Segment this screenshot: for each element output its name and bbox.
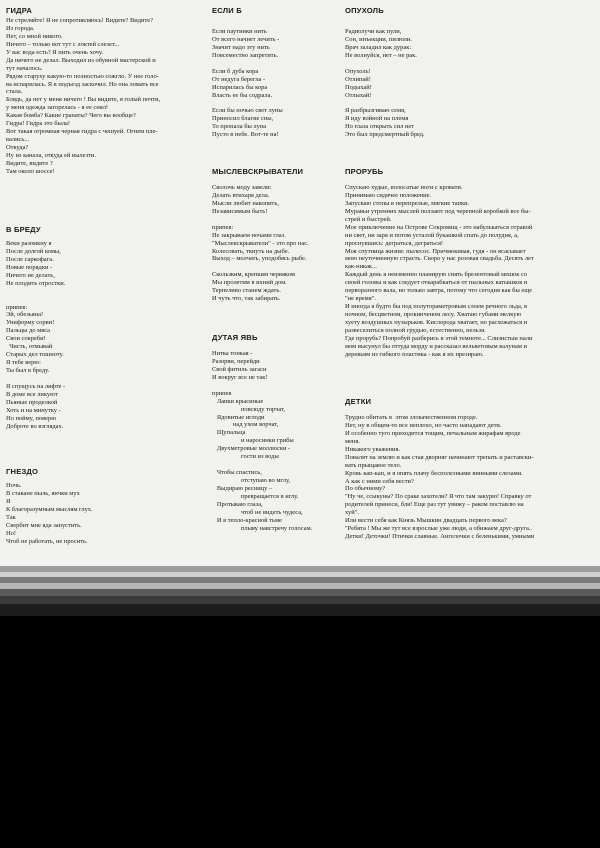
text-line: Не закрываем ночами глаз. bbox=[212, 231, 286, 239]
text-line: припев: bbox=[6, 303, 28, 311]
text-line: Сволочь моду завели: bbox=[212, 184, 272, 191]
text-line: Мое приключение на Острове Сокровищ - это набулькаться отравой bbox=[345, 223, 533, 231]
text-line: В стакане пыль, янчки мух bbox=[6, 489, 80, 497]
section-title: ДЕТКИ bbox=[345, 397, 372, 406]
text-line: Скользким, крепким червяком bbox=[212, 271, 295, 279]
text-line: "Ребята ! Мы же тут все взрослые уже люди, а обижаем друг-друга.. bbox=[345, 525, 533, 533]
text-line: и наросинки грибы bbox=[212, 437, 294, 445]
scan-edge-gradient bbox=[0, 566, 600, 616]
text-line: Нет, ну в общем-то все неплохо, но часто нападают дети. bbox=[345, 421, 502, 429]
text-line: Чтоб не работать, не просить. bbox=[6, 537, 88, 545]
section-text bbox=[212, 350, 312, 533]
text-line: вались... bbox=[6, 136, 30, 144]
text-line: После долгой комы, bbox=[6, 247, 61, 255]
text-line: Спускаю худые, волосатые ноги с кровати. bbox=[345, 184, 463, 191]
text-line: Ты был в бреду. bbox=[6, 367, 50, 374]
text-line: "не время". bbox=[345, 295, 376, 303]
text-line: Там около шоссе! bbox=[6, 167, 55, 175]
text-line: Я спущусь на лифте - bbox=[6, 382, 66, 390]
text-line: Униформу сорви! bbox=[6, 319, 55, 327]
text-line: ва испарилась. Я в подъезд заскочил. Но она ломать все bbox=[6, 80, 159, 88]
text-line: И иногда я будто бы под полутораметровым слоем речного льда, в bbox=[345, 303, 528, 311]
text-line: Трудно обитать в этом злокачественном городе. bbox=[345, 414, 478, 421]
text-line: Ну из канала, откуда ей вылезти. bbox=[6, 151, 96, 159]
text-line bbox=[6, 296, 65, 304]
text-line: Я тебе верю: bbox=[6, 359, 41, 367]
text-line: Эй, обезьяна! bbox=[6, 311, 44, 319]
text-line: Вот такая огромная черная гидра с чешуей. Огнем пле- bbox=[6, 128, 158, 136]
text-line: Если паутинки нить bbox=[212, 28, 267, 35]
section-title: ДУТАЯ ЯВЬ bbox=[212, 333, 258, 342]
text-line: Подыхай! bbox=[345, 83, 372, 91]
text-line: Да ничего не делал. Выходил из обувной мастерской и bbox=[6, 56, 156, 64]
text-line: Доброте во взглядах. bbox=[6, 422, 64, 430]
text-line: Не волнуйся, нет – не рак. bbox=[345, 51, 417, 59]
text-line: Детки! Деточки! Птички славные. Ангелочки с беленькими, умными bbox=[345, 533, 535, 541]
text-line: Протыкаю глаза, bbox=[212, 500, 263, 508]
text-line: Значит надо эту нить bbox=[212, 43, 270, 51]
text-line: припев: bbox=[212, 223, 234, 231]
text-line: деревьям из гибкого пластика - как я их презираю. bbox=[345, 350, 484, 358]
text-line: Это был предсмертный бред. bbox=[345, 131, 425, 139]
section-title: МЫСЛЕВСКРЫВАТЕЛИ bbox=[212, 167, 304, 176]
text-line: Старых дел тошноту. bbox=[6, 351, 64, 359]
text-line: Новые порядки - bbox=[6, 263, 53, 271]
text-line: Свой фитиль загаси bbox=[212, 365, 267, 373]
text-line: мом высунул бы оттуда морду и рассказал вельветовым валунам и bbox=[345, 342, 527, 350]
text-line: Не стреляйте! Я не сопротивляюсь! Видите? Видите? bbox=[6, 17, 153, 24]
text-line: От всего начнет лечить - bbox=[212, 35, 280, 43]
text-line: Никакого уважения. bbox=[345, 445, 401, 453]
section-title: ПРОРУБЬ bbox=[345, 167, 384, 176]
text-line: Хоть и на минутку - bbox=[6, 406, 61, 414]
text-line: проснувшись: деграться, деграться! bbox=[345, 239, 444, 247]
text-line bbox=[345, 99, 425, 107]
text-line: Какая бомба? Какие гранаты? Чего вы вообще? bbox=[6, 112, 136, 120]
section-text bbox=[345, 184, 534, 359]
text-line: своей головы и как следует откарабкаться от пыльных катышков и bbox=[345, 279, 528, 287]
text-line: Чтобы спастись, bbox=[212, 469, 262, 477]
text-line: тут началось. bbox=[6, 64, 43, 72]
text-line: По обычному? bbox=[345, 485, 386, 493]
text-line: Ядовитые иглоди bbox=[212, 413, 265, 421]
text-line bbox=[212, 216, 309, 224]
text-line: Ничего – только вот тут с локтей слезет... bbox=[6, 40, 120, 48]
section-text bbox=[6, 240, 65, 431]
section-title: ГНЕЗДО bbox=[6, 467, 39, 476]
text-line: меня. bbox=[345, 437, 360, 445]
text-line: Ничего не делать, bbox=[6, 271, 55, 279]
text-line: Но! bbox=[6, 529, 17, 537]
text-line bbox=[212, 60, 283, 68]
text-line: Власть ее бы содрала. bbox=[212, 91, 273, 99]
text-line: Двухметровые моллюски - bbox=[212, 445, 291, 453]
section-text bbox=[212, 28, 283, 139]
text-line: Но пойму, поверю bbox=[6, 414, 57, 422]
text-line: Я разбрызгиваю семя, bbox=[345, 107, 406, 115]
section-title: ОПУХОЛЬ bbox=[345, 6, 384, 15]
text-line: Так bbox=[6, 513, 16, 521]
text-line: И особенно туго приходится тощим, печальным жирафам вроде bbox=[345, 429, 521, 437]
text-line: Отлыхай! bbox=[345, 91, 372, 99]
text-line: Колесовать, ткнуть на дыбе. bbox=[212, 247, 290, 255]
text-line: Отлипай! bbox=[345, 75, 371, 83]
text-line: родителей принеси, бля! Еще раз тут увижу – раком поставлю на bbox=[345, 501, 524, 509]
text-line bbox=[6, 375, 65, 383]
section-text bbox=[345, 414, 534, 541]
text-line bbox=[212, 99, 283, 107]
text-line: Блядь, да нет у меня ничего ! Вы видите, я голый почти, bbox=[6, 96, 161, 104]
section-text bbox=[6, 482, 93, 546]
text-line: Врач заладил как дурак: bbox=[345, 43, 412, 51]
text-line: гости из воды bbox=[212, 453, 279, 461]
text-line: стала. bbox=[6, 88, 23, 96]
text-line: Чисть, отмывай bbox=[6, 343, 53, 351]
text-line: Из города. bbox=[6, 24, 35, 32]
text-line: Щупальца bbox=[212, 429, 246, 437]
text-line: Сон, инъекции, пилюли. bbox=[345, 35, 412, 43]
text-line: повсюду торчат, bbox=[212, 405, 285, 413]
text-line: Выдираю ресницу – bbox=[212, 484, 273, 492]
text-line: Разорви, перейди bbox=[212, 357, 260, 365]
section-title: В БРЕДУ bbox=[6, 225, 41, 234]
text-line: Повалят на землю и как стая дворняг начинают трепать и раставски- bbox=[345, 453, 534, 461]
text-line: Я иду войной на племя bbox=[345, 115, 409, 123]
text-line: хуету воздушных пузырьков. Кислорода хватает, но расхожаться и bbox=[345, 318, 528, 326]
text-line: Если б дуба кора bbox=[212, 67, 259, 75]
text-line bbox=[212, 382, 312, 390]
text-line: Пусто в небе. Вот-те на! bbox=[212, 131, 279, 139]
text-line: Муравьи утренних мыслей ползают под черепной коробкой все бы- bbox=[345, 207, 531, 215]
text-line: "Ну че, ссыкуны? По сраке захотели? Я что там закурю! Справку от bbox=[345, 493, 532, 501]
text-line: Повсеместно запретить. bbox=[212, 51, 279, 59]
text-line: Делать втихаря дела. bbox=[212, 191, 270, 199]
text-line: припев bbox=[212, 389, 232, 397]
text-line: развеселиться полной грудью, естественно, нельзя. bbox=[345, 326, 486, 334]
text-line: Гидра! Гидра это была! bbox=[6, 120, 71, 128]
text-line: мою неуточненную страсть. Скоро у нас розовая свадьба. Десять лет bbox=[345, 255, 534, 263]
text-line: И вокруг все не так! bbox=[212, 373, 268, 381]
text-line: Радиолучи как пули, bbox=[345, 28, 402, 35]
text-line: хуй". bbox=[345, 509, 359, 517]
text-line: Свои сокреби! bbox=[6, 335, 46, 343]
text-line: Лапки крысиные bbox=[212, 397, 264, 405]
text-line: Нет, со мной никого. bbox=[6, 32, 63, 40]
text-line: Ночь. bbox=[6, 482, 22, 489]
text-line: Мысли любит накопить, bbox=[212, 199, 279, 207]
text-line: ночном, бесцветном, прокинченом лесу. Хватаю губами мелкую bbox=[345, 311, 522, 318]
text-line: у меня одежда загорелась - я ее снял! bbox=[6, 104, 109, 112]
text-line: Не плодить отростки. bbox=[6, 279, 66, 287]
text-line: Свербит мне яда запустить. bbox=[6, 521, 82, 529]
text-line: "Мыслевскрыватели" - это про нас. bbox=[212, 239, 309, 247]
text-line: стрей и быстрей. bbox=[345, 215, 392, 223]
section-title: ЕСЛИ Б bbox=[212, 6, 242, 15]
text-line: чтоб не видеть чудеса, bbox=[212, 508, 303, 516]
text-line: Рядом старуху какую-то полностью сожгло. У нее голо- bbox=[6, 72, 159, 80]
text-line: Пьяные проделкой bbox=[6, 398, 58, 406]
text-line: перворазного вала, но только завтра, потому что сегодня как бы еще bbox=[345, 287, 533, 295]
text-line: И в тепло-красной тьме bbox=[212, 516, 282, 524]
text-line: Принимаю сидячее положение. bbox=[345, 191, 432, 199]
text-line: плыву навстречу голосам. bbox=[212, 524, 313, 532]
text-line: Кровь кап-кап, и я опять плачу бесполезными винными слезами. bbox=[345, 469, 523, 477]
text-line bbox=[345, 60, 425, 68]
text-line: Нитка тонкая - bbox=[212, 350, 253, 357]
text-line: ни свет, ни заря и потом усталой букашкой спать до полудня, а, bbox=[345, 231, 519, 239]
text-line: И чуть что, так забирать. bbox=[212, 295, 281, 303]
section-title: ГИДРА bbox=[6, 6, 33, 15]
text-line: Где прорубь? Попробуй разберись в этой темноте... Слизистыи нали bbox=[345, 334, 533, 342]
text-line: Веки разомкну я bbox=[6, 240, 52, 247]
text-line: А как с ними себя вести? bbox=[345, 477, 414, 485]
text-line: отступаю во мглу, bbox=[212, 477, 291, 484]
text-line: Запускаю стопы в перепрелые, мягкие тапки. bbox=[345, 199, 470, 207]
text-line bbox=[212, 461, 312, 469]
text-line: Мы пролетим в ихний дом. bbox=[212, 279, 287, 287]
text-line: Приносил благие сны, bbox=[212, 115, 274, 123]
section-text bbox=[6, 17, 160, 176]
text-line: У вас вода есть? Я пить очень хочу. bbox=[6, 48, 104, 56]
text-line: Выход – молчать, уподобясь рыбе. bbox=[212, 255, 307, 263]
text-line: Пальцы до мяса bbox=[6, 327, 51, 335]
text-line: Или вести себя как Князь Мышкин двадцать первого века? bbox=[345, 517, 507, 525]
text-line: Терпеливо станем ждать. bbox=[212, 287, 281, 295]
text-line: Каждый день я неизменно планирую снять брезентовый мешок со bbox=[345, 271, 528, 279]
section-text bbox=[345, 28, 425, 139]
text-line: Испарилась бы кора bbox=[212, 83, 268, 91]
text-line: над ухом ворчат, bbox=[212, 421, 279, 429]
text-line: Независимым быть! bbox=[212, 207, 268, 215]
text-line: Но глаза открыть сил нет bbox=[345, 123, 415, 131]
text-line: превращается в иглу. bbox=[212, 492, 299, 500]
scanner-background bbox=[0, 616, 600, 848]
text-line: как-никак... bbox=[345, 263, 377, 271]
text-line: Откуда? bbox=[6, 144, 29, 151]
text-line: В доме все ликуют bbox=[6, 390, 58, 398]
text-line: К благоразумным мыслям глух. bbox=[6, 505, 93, 513]
text-line: Видите, видите ? bbox=[6, 159, 53, 167]
text-line: То пропала бы луна bbox=[212, 123, 267, 131]
text-line bbox=[212, 263, 309, 271]
section-text bbox=[212, 184, 309, 303]
text-line: Опухоль! bbox=[345, 67, 371, 75]
text-line: От недуга берегла - bbox=[212, 75, 266, 83]
text-line: вать прыщавое тело. bbox=[345, 461, 402, 469]
text-line: Если бы ночью свет луны bbox=[212, 107, 283, 115]
text-line: Я bbox=[6, 497, 11, 505]
text-line bbox=[6, 288, 65, 296]
text-line: Моя спутница жизни: пылесос. Причмокивая, гудя - он всасывает bbox=[345, 247, 526, 255]
text-line: После саркофага. bbox=[6, 255, 54, 263]
